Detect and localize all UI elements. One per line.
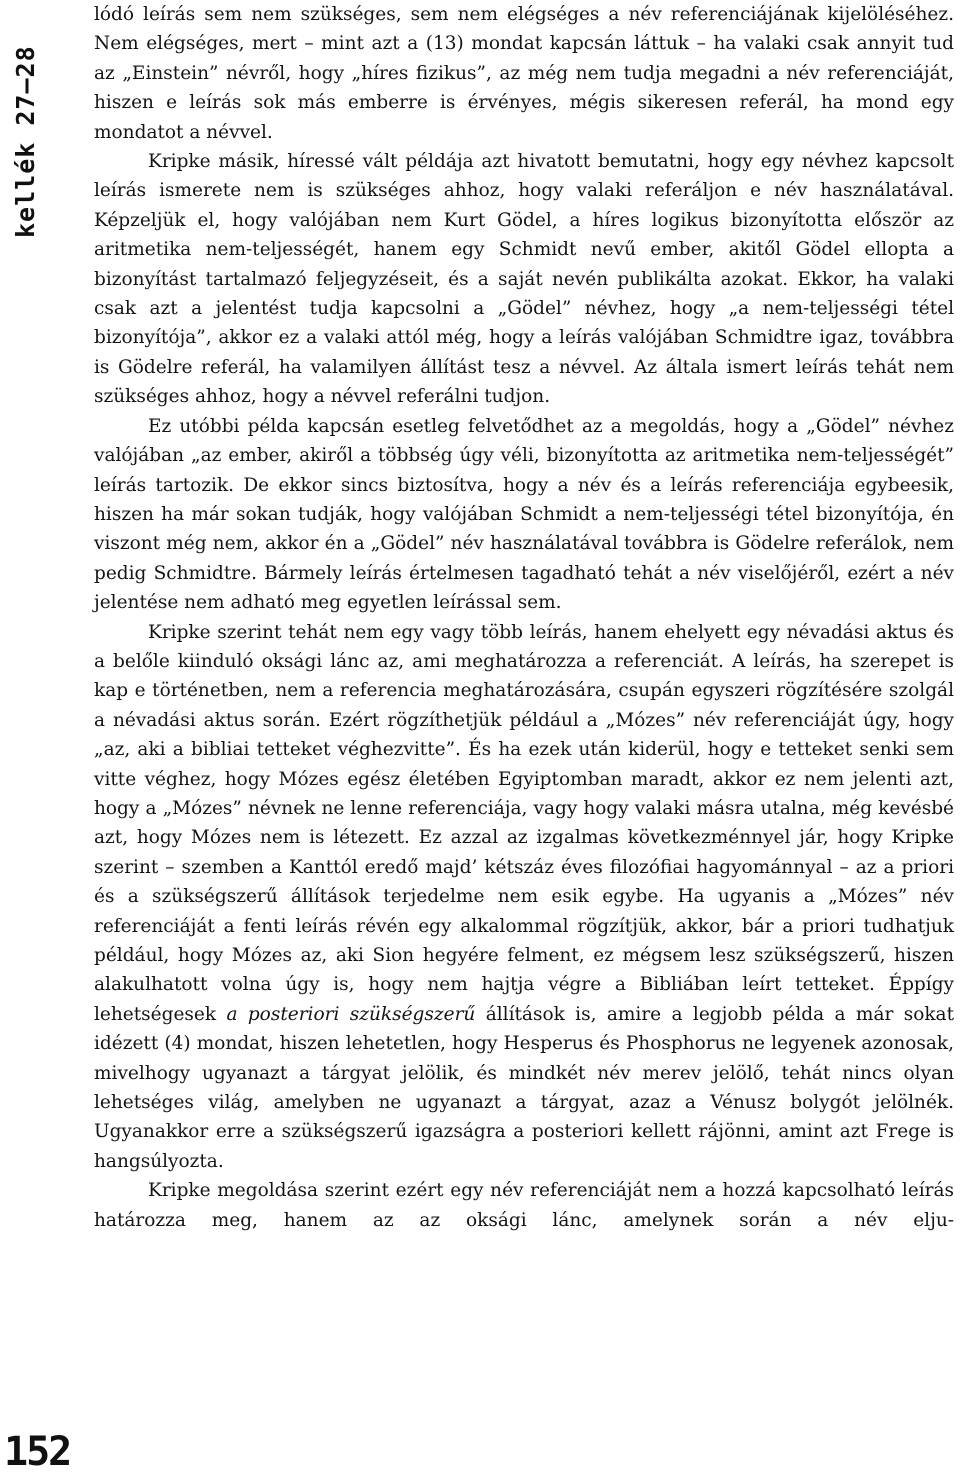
page-number: 152 <box>4 1429 71 1475</box>
paragraph-naming-act-causal-chain <box>94 618 954 1177</box>
paragraph-godel-majority-solution: Ez utóbbi példa kapcsán esetleg felvetődhet az a megoldás, hogy a „Gödel” névhez valójában „az ember, akiről a többség úgy véli, bizonyította az aritmetika nem-teljességét” leírás tartozik. De ekkor sincs biztosítva, hogy a név és a leírás referenciája egybeesik, hiszen ha már sokan tudják, hogy valójában Schmidt a nem-teljességi tétel bizonyítója, én viszont még nem, akkor én a „Gödel” név használatával továbbra is Gödelre referálok, nem pedig Schmidtre. Bármely leírás értelmesen tagadható tehát a név viselőjéről, ezért a név jelentése nem adható meg egyetlen leírással sem. <box>94 415 954 614</box>
article-body <box>94 0 954 1235</box>
paragraph-kripke-godel-example: Kripke másik, híressé vált példája azt hivatott bemutatni, hogy egy névhez kapcsolt leírás ismerete nem is szükséges ahhoz, hogy valaki referáljon e név használatával. Képzeljük el, hogy valójában nem Kurt Gödel, a híres logikus bizonyította először az aritmetika nem-teljességét, hanem egy Schmidt nevű ember, akitől Gödel ellopta a bizonyítást tartalmazó feljegyzéseit, és a saját nevén publikálta azokat. Ekkor, ha valaki csak azt a jelentést tudja kapcsolni a „Gödel” névhez, hogy „a nem-teljességi tétel bizonyítója”, akkor ez a valaki attól még, hogy a leírás valójában Schmidtre igaz, továbbra is Gödelre referál, ha valamilyen állítást tesz a névvel. Az általa ismert leírás tehát nem szükséges ahhoz, hogy a névvel referálni tudjon. <box>94 151 954 408</box>
paragraph-continued: lódó leírás sem nem szükséges, sem nem elégséges a név referenciájának kijelöléséhez. Nem elégséges, mert – mint azt a (13) mondat kapcsán láttuk – ha valaki csak annyit tud az „Einstein” névről, hogy „híres fizikus”, az még nem tudja megadni a név referenciáját, hiszen e leírás sok más emberre is érvényes, mégis sikeresen referál, ha mond egy mondatot a névvel. <box>94 4 954 143</box>
paragraph-kripke-solution: Kripke megoldása szerint ezért egy név referenciáját nem a hozzá kapcsolható leírás határozza meg, hanem az az oksági lánc, amelynek során a név elju- <box>94 1180 954 1231</box>
running-title: kellék 27–28 <box>11 45 40 238</box>
paragraph-text-part: állítások is, amire a legjobb példa a már sokat idézett (4) mondat, hiszen lehetetlen, hogy Hesperus és Phosphorus ne legyenek azonosak, mivelhogy ugyanazt a tárgyat jelölik, és mindkét név merev jelölő, tehát nincs olyan lehetséges világ, amelyben ne ugyanazt a tárgyat, azaz a Vénusz bolygót jelölnék. Ugyanakkor erre a szükségszerű igazságra a posteriori kellett rájönni, amint azt Frege is hangsúlyozta. <box>94 1003 955 1172</box>
italic-term: a posteriori szükségszerű <box>226 1003 476 1025</box>
paragraph-text-part: Kripke szerint tehát nem egy vagy több leírás, hanem ehelyett egy névadási aktus és a belőle kiinduló oksági lánc az, ami meghatározza a referenciát. A leírás, ha szerepet is kap e történetben, nem a referencia meghatározására, csupán egyszeri rögzítésére szolgál a névadási aktus során. Ezért rögzíthetjük például a „Mózes” név referenciáját úgy, hogy „az, aki a bibliai tetteket véghezvitte”. És ha ezek után kiderül, hogy e tetteket senki sem vitte véghez, hogy Mózes egész életében Egyiptomban maradt, akkor ez nem jelenti azt, hogy a „Mózes” névnek ne lenne referenciája, vagy hogy valaki másra utalna, még kevésbé azt, hogy Mózes nem is létezett. Ez azzal az izgalmas következménnyel jár, hogy Kripke szerint – szemben a Kanttól eredő majd’ kétszáz éves filozófiai hagyománnyal – az a priori és a szükségszerű állítások terjedelme nem esik egybe. Ha ugyanis a „Mózes” név referenciáját a fenti leírás révén egy alkalommal rögzítjük, akkor, bár a priori tudhatjuk például, hogy Mózes az, aki Sion hegyére felment, ez mégsem lesz szükségszerű, hiszen alakulhatott volna úgy is, hogy nem hajtja végre a Bibliában leírt tetteket. Éppígy lehetségesek <box>94 621 954 1025</box>
